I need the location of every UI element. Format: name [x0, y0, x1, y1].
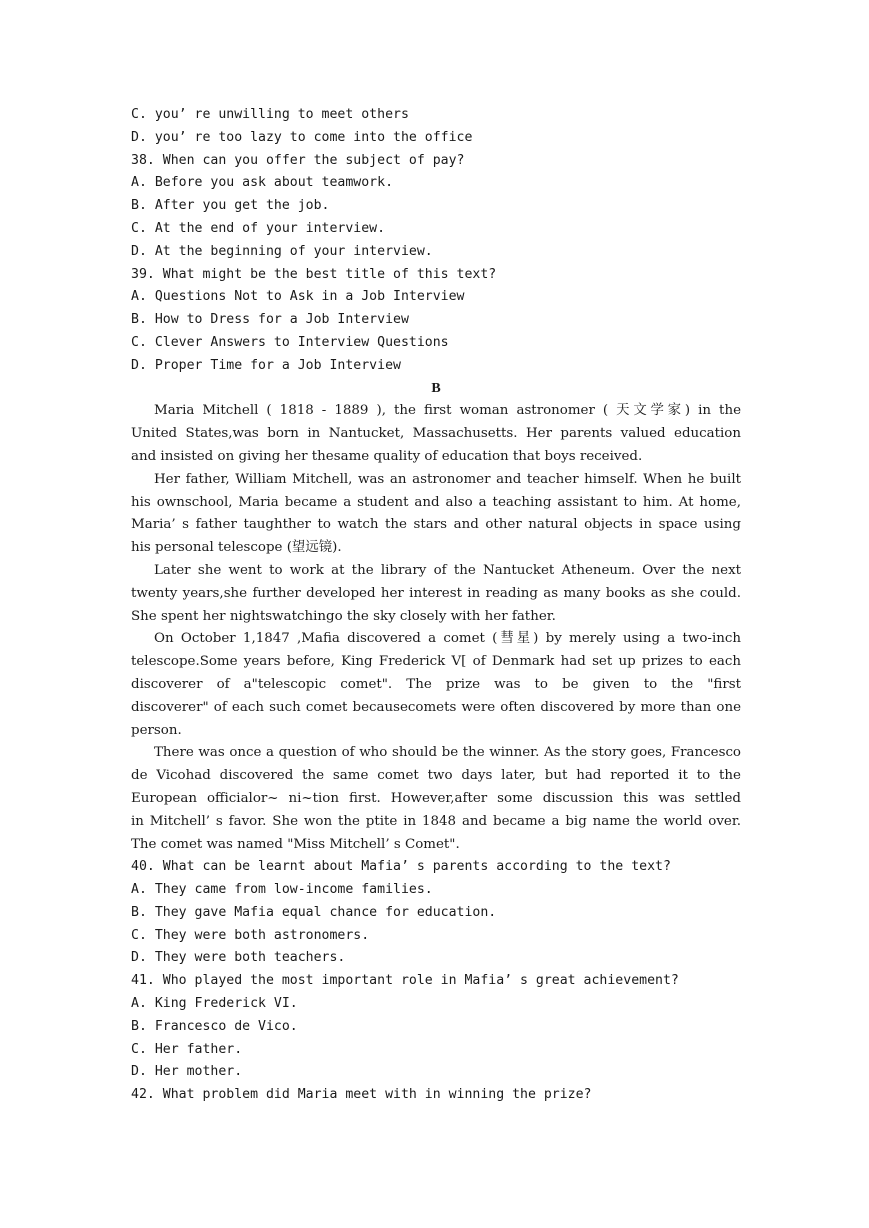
- question-42: 42. What problem did Maria meet with in winning the prize?: [131, 1087, 592, 1103]
- passage-line: his personal telescope (望远镜).: [131, 540, 342, 556]
- option-d-q41: D. Her mother.: [131, 1064, 243, 1080]
- passage-line: Her father, William Mitchell, was an astronomer and teacher himself. When he built: [154, 471, 741, 487]
- passage-line: Later she went to work at the library of the Nantucket Atheneum. Over the next: [154, 562, 741, 578]
- passage-line: discoverer of a"telescopic comet". The prize was to be given to the "first: [131, 676, 741, 692]
- passage-line: There was once a question of who should be the winner. As the story goes, Francesco: [154, 745, 741, 761]
- option-a-q40: A. They came from low-income families.: [131, 882, 433, 898]
- option-d-q39: D. Proper Time for a Job Interview: [131, 357, 401, 373]
- document-page: [131, 104, 741, 1107]
- passage-line: Maria’ s father taughther to watch the stars and other natural objects in space using: [131, 517, 741, 533]
- option-c-q39: C. Clever Answers to Interview Questions: [131, 334, 449, 350]
- option-d-q37: D. you’ re too lazy to come into the office: [131, 129, 473, 145]
- passage-line: and insisted on giving her thesame quality of education that boys received.: [131, 448, 643, 464]
- option-c-q38: C. At the end of your interview.: [131, 220, 386, 236]
- passage-line: person.: [131, 722, 182, 738]
- passage-line: Maria Mitchell ( 1818 - 1889 ), the first woman astronomer ( 天文学家) in the: [154, 403, 741, 419]
- option-d-q40: D. They were both teachers.: [131, 950, 346, 966]
- passage-line: twenty years,she further developed her interest in reading as many books as she could.: [131, 585, 741, 601]
- option-c-q41: C. Her father.: [131, 1041, 243, 1057]
- passage-line: European officialor~ ni~tion first. However,after some discussion this was settled: [131, 790, 741, 806]
- passage-line: She spent her nightswatchingo the sky closely with her father.: [131, 608, 556, 624]
- passage-line: telescope.Some years before, King Frederick V[ of Denmark had set up prizes to each: [131, 654, 741, 670]
- option-c-q40: C. They were both astronomers.: [131, 927, 370, 943]
- passage-line: discoverer" of each such comet becausecomets were often discovered by more than one: [131, 699, 741, 715]
- question-39: 39. What might be the best title of this text?: [131, 266, 497, 282]
- passage-line: in Mitchell’ s favor. She won the ptite in 1848 and became a big name the world over.: [131, 813, 741, 829]
- option-b-q40: B. They gave Mafia equal chance for education.: [131, 904, 497, 920]
- option-b-q41: B. Francesco de Vico.: [131, 1018, 298, 1034]
- passage-line: his ownschool, Maria became a student and also a teaching assistant to him. At home,: [131, 494, 741, 510]
- passage-line: United States,was born in Nantucket, Massachusetts. Her parents valued education: [131, 426, 741, 442]
- passage-line: The comet was named "Miss Mitchell’ s Comet".: [131, 836, 460, 852]
- question-41: 41. Who played the most important role in Mafia’ s great achievement?: [131, 973, 679, 989]
- option-a-q38: A. Before you ask about teamwork.: [131, 175, 394, 191]
- passage-line: On October 1,1847 ,Mafia discovered a comet (彗星) by merely using a two-inch: [154, 631, 741, 647]
- question-38: 38. When can you offer the subject of pay?: [131, 152, 465, 168]
- option-b-q39: B. How to Dress for a Job Interview: [131, 312, 409, 328]
- section-heading: B: [431, 380, 441, 396]
- option-c-q37: C. you’ re unwilling to meet others: [131, 107, 409, 122]
- option-d-q38: D. At the beginning of your interview.: [131, 243, 433, 259]
- option-a-q39: A. Questions Not to Ask in a Job Interview: [131, 289, 465, 305]
- option-b-q38: B. After you get the job.: [131, 198, 330, 214]
- option-a-q41: A. King Frederick VI.: [131, 996, 298, 1012]
- question-40: 40. What can be learnt about Mafia’ s parents according to the text?: [131, 859, 671, 875]
- passage-line: de Vicohad discovered the same comet two days later, but had reported it to the: [131, 768, 741, 784]
